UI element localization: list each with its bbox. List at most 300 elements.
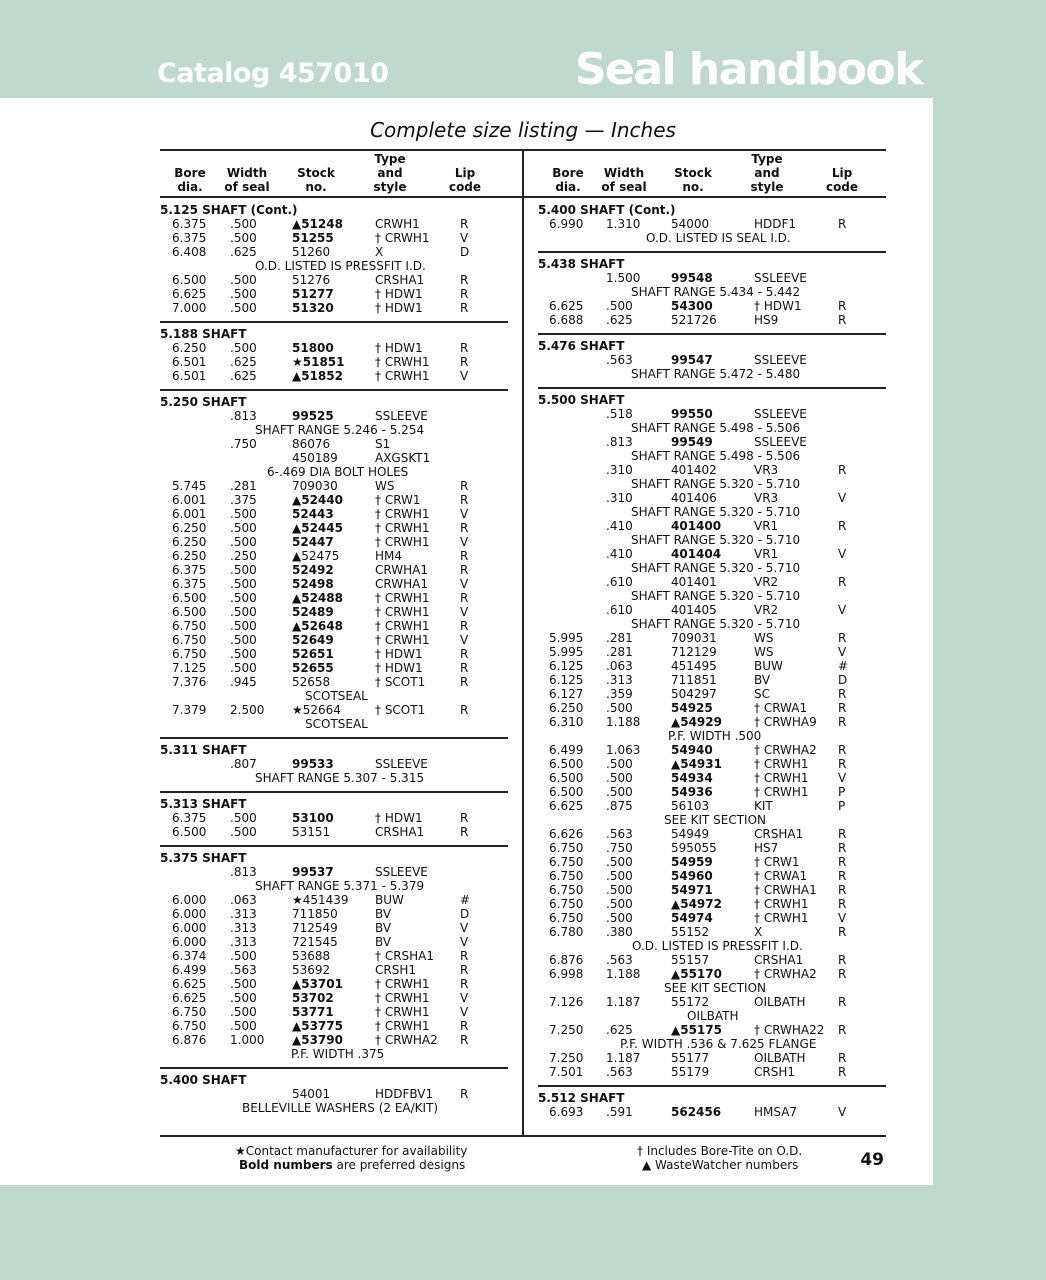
stock-cell: 401404	[671, 547, 722, 561]
table-row	[538, 603, 886, 617]
footnote-star: ★Contact manufacturer for availability	[235, 1144, 468, 1158]
row-note	[538, 939, 886, 953]
width-cell: .500	[606, 785, 633, 799]
table-row	[538, 407, 886, 421]
width-cell: .750	[230, 437, 257, 451]
table-row	[160, 963, 508, 977]
section-divider	[160, 389, 508, 391]
col-stock-header-right: Stock no.	[674, 166, 712, 194]
type-cell: CRSHA1	[375, 825, 425, 839]
table-row	[538, 313, 886, 327]
section-divider	[160, 737, 508, 739]
width-cell: .281	[606, 631, 633, 645]
width-cell: .813	[230, 865, 257, 879]
table-row	[538, 645, 886, 659]
lip-cell: V	[460, 369, 469, 383]
width-cell: .500	[230, 991, 257, 1005]
table-row	[160, 245, 508, 259]
table-row	[160, 479, 508, 493]
note-text: BELLEVILLE WASHERS (2 EA/KIT)	[242, 1101, 439, 1115]
bore-cell: 6.500	[549, 757, 584, 771]
row-note	[160, 771, 508, 785]
stock-cell: 56103	[671, 799, 710, 813]
type-cell: VR1	[754, 519, 779, 533]
width-cell: 1.500	[606, 271, 641, 285]
table-row	[538, 687, 886, 701]
table-row	[160, 301, 508, 315]
stock-cell: 401400	[671, 519, 722, 533]
width-cell: .500	[230, 507, 257, 521]
type-cell: CRSH1	[375, 963, 416, 977]
width-cell: .500	[230, 577, 257, 591]
stock-cell: 54940	[671, 743, 713, 757]
bore-cell: 6.500	[172, 273, 207, 287]
width-cell: .563	[230, 963, 257, 977]
table-row	[160, 633, 508, 647]
type-cell: BV	[754, 673, 771, 687]
table-row	[538, 953, 886, 967]
stock-cell: ★51851	[292, 355, 345, 369]
row-note	[160, 259, 508, 273]
table-row	[160, 231, 508, 245]
note-text: O.D. LISTED IS PRESSFIT I.D.	[632, 939, 803, 953]
width-cell: .813	[230, 409, 257, 423]
bore-cell: 6.750	[549, 911, 584, 925]
bore-cell: 6.625	[549, 799, 584, 813]
section-title: 5.125 SHAFT (Cont.)	[160, 203, 298, 217]
width-cell: .063	[606, 659, 633, 673]
lip-cell: R	[460, 479, 469, 493]
table-row	[160, 451, 508, 465]
section-title: 5.400 SHAFT (Cont.)	[538, 203, 676, 217]
table-row	[538, 785, 886, 799]
width-cell: .563	[606, 353, 633, 367]
type-cell: KIT	[754, 799, 773, 813]
type-cell: X	[375, 245, 384, 259]
type-cell: VR1	[754, 547, 779, 561]
page-title: Complete size listing — Inches	[370, 118, 676, 142]
bore-cell: 6.625	[172, 991, 207, 1005]
lip-cell: #	[460, 893, 471, 907]
stock-cell: 54949	[671, 827, 710, 841]
width-cell: .875	[606, 799, 633, 813]
lip-cell: V	[460, 991, 469, 1005]
table-row	[538, 631, 886, 645]
bore-cell: 6.127	[549, 687, 584, 701]
table-row	[160, 865, 508, 879]
lip-cell: R	[838, 631, 847, 645]
col-lip-header-left: Lip code	[448, 166, 482, 194]
table-row	[160, 977, 508, 991]
bore-cell: 6.375	[172, 231, 207, 245]
type-cell: † CRWHA2	[375, 1033, 438, 1047]
width-cell: .310	[606, 463, 633, 477]
note-text: SHAFT RANGE 5.498 - 5.506	[631, 449, 801, 463]
type-cell: † CRWH1	[754, 757, 809, 771]
type-cell: † CRWH1	[754, 911, 809, 925]
width-cell: .625	[606, 313, 633, 327]
col-width-header-right: Width of seal	[601, 166, 647, 194]
stock-cell: 709030	[292, 479, 338, 493]
table-row	[160, 341, 508, 355]
width-cell: .281	[606, 645, 633, 659]
width-cell: .500	[230, 521, 257, 535]
width-cell: .313	[230, 935, 257, 949]
section-title: 5.512 SHAFT	[538, 1091, 625, 1105]
stock-cell: 711851	[671, 673, 717, 687]
width-cell: .313	[230, 921, 257, 935]
lip-cell: R	[460, 661, 469, 675]
section-title: 5.500 SHAFT	[538, 393, 625, 407]
width-cell: .500	[230, 647, 257, 661]
stock-cell: 51260	[292, 245, 331, 259]
stock-cell: 51277	[292, 287, 334, 301]
row-note	[538, 981, 886, 995]
type-cell: † HDW1	[375, 647, 423, 661]
table-row	[538, 271, 886, 285]
stock-cell: ▲54931	[671, 757, 722, 771]
table-row	[160, 811, 508, 825]
footnote-bold-suffix: are preferred designs	[332, 1158, 466, 1172]
lip-cell: #	[838, 659, 849, 673]
type-cell: SSLEEVE	[754, 271, 807, 285]
stock-cell: ▲52488	[292, 591, 343, 605]
section-title: 5.188 SHAFT	[160, 327, 247, 341]
row-note	[538, 589, 886, 603]
lip-cell: R	[838, 743, 847, 757]
bore-cell: 6.990	[549, 217, 584, 231]
note-text: P.F. WIDTH .536 & 7.625 FLANGE	[620, 1037, 817, 1051]
table-row	[160, 369, 508, 383]
lip-cell: V	[838, 911, 847, 925]
type-cell: HDDF1	[754, 217, 797, 231]
lip-cell: R	[460, 675, 469, 689]
bore-cell: 5.995	[549, 631, 584, 645]
type-cell: † HDW1	[754, 299, 802, 313]
bore-cell: 6.375	[172, 217, 207, 231]
type-cell: † HDW1	[375, 301, 423, 315]
bore-cell: 6.688	[549, 313, 584, 327]
table-row	[538, 217, 886, 231]
note-text: SCOTSEAL	[305, 717, 368, 731]
width-cell: .500	[606, 757, 633, 771]
type-cell: SSLEEVE	[375, 865, 428, 879]
lip-cell: D	[838, 673, 848, 687]
stock-cell: 55172	[671, 995, 710, 1009]
table-row	[160, 549, 508, 563]
stock-cell: 51255	[292, 231, 334, 245]
table-row	[538, 841, 886, 855]
lip-cell: R	[838, 995, 847, 1009]
stock-cell: 709031	[671, 631, 717, 645]
table-row	[160, 1087, 508, 1101]
stock-cell: 401406	[671, 491, 717, 505]
stock-cell: 401401	[671, 575, 717, 589]
row-note	[160, 1101, 508, 1115]
table-row	[160, 273, 508, 287]
header-bar	[0, 0, 1046, 98]
bore-cell: 6.499	[172, 963, 207, 977]
width-cell: .500	[230, 591, 257, 605]
lip-cell: R	[460, 563, 469, 577]
table-row	[160, 409, 508, 423]
type-cell: † CRWH1	[754, 771, 809, 785]
book-title: Seal handbook	[574, 44, 922, 95]
footnote-bold-prefix: Bold numbers	[239, 1158, 333, 1172]
bore-cell: 6.250	[172, 341, 207, 355]
width-cell: .500	[230, 661, 257, 675]
bore-cell: 6.750	[549, 841, 584, 855]
type-cell: † CRWH1	[375, 1019, 430, 1033]
width-cell: .375	[230, 493, 257, 507]
table-row	[160, 605, 508, 619]
width-cell: .500	[230, 811, 257, 825]
stock-cell: 54974	[671, 911, 713, 925]
bore-cell: 6.750	[172, 1019, 207, 1033]
type-cell: † HDW1	[375, 661, 423, 675]
row-note	[538, 421, 886, 435]
width-cell: .500	[230, 217, 257, 231]
stock-cell: ▲52445	[292, 521, 343, 535]
row-note	[538, 617, 886, 631]
bore-cell: 6.000	[172, 907, 207, 921]
lip-cell: R	[460, 287, 469, 301]
type-cell: OILBATH	[754, 995, 806, 1009]
lip-cell: R	[838, 687, 847, 701]
note-text: 6-.469 DIA BOLT HOLES	[267, 465, 409, 479]
stock-cell: 451495	[671, 659, 717, 673]
table-row	[160, 1019, 508, 1033]
width-cell: .500	[230, 633, 257, 647]
lip-cell: R	[460, 591, 469, 605]
table-row	[160, 757, 508, 771]
bore-cell: 6.876	[172, 1033, 207, 1047]
type-cell: † CRWH1	[375, 1005, 430, 1019]
bore-cell: 7.501	[549, 1065, 584, 1079]
stock-cell: ▲55175	[671, 1023, 722, 1037]
width-cell: .563	[606, 953, 633, 967]
stock-cell: 54934	[671, 771, 713, 785]
type-cell: CRWH1	[375, 217, 420, 231]
width-cell: .500	[230, 619, 257, 633]
bore-cell: 6.000	[172, 921, 207, 935]
type-cell: † CRWH1	[375, 355, 430, 369]
bore-cell: 6.001	[172, 493, 207, 507]
note-text: SHAFT RANGE 5.307 - 5.315	[255, 771, 425, 785]
stock-cell: ▲53701	[292, 977, 343, 991]
table-row	[160, 591, 508, 605]
bore-cell: 6.501	[172, 355, 207, 369]
table-row	[538, 1023, 886, 1037]
shaft-section	[538, 1091, 886, 1119]
shaft-section	[160, 327, 508, 383]
lip-cell: V	[460, 231, 469, 245]
row-note	[538, 367, 886, 381]
lip-cell: P	[838, 799, 846, 813]
section-title: 5.476 SHAFT	[538, 339, 625, 353]
type-cell: CRWHA1	[375, 577, 428, 591]
row-note	[538, 285, 886, 299]
lip-cell: V	[838, 1105, 847, 1119]
note-text: SCOTSEAL	[305, 689, 368, 703]
type-cell: BV	[375, 935, 392, 949]
width-cell: .500	[230, 825, 257, 839]
stock-cell: 712129	[671, 645, 717, 659]
stock-cell: ▲55170	[671, 967, 722, 981]
note-text: O.D. LISTED IS PRESSFIT I.D.	[255, 259, 426, 273]
lip-cell: P	[838, 785, 846, 799]
bore-cell: 6.750	[172, 619, 207, 633]
stock-cell: 55157	[671, 953, 710, 967]
type-cell: † CRWH1	[375, 535, 430, 549]
table-row	[538, 547, 886, 561]
lip-cell: D	[460, 907, 470, 921]
right-listing-column	[538, 203, 886, 1119]
width-cell: .563	[606, 1065, 633, 1079]
note-text: P.F. WIDTH .375	[291, 1047, 385, 1061]
table-row	[160, 825, 508, 839]
stock-cell: ★451439	[292, 893, 349, 907]
width-cell: .281	[230, 479, 257, 493]
stock-cell: 99548	[671, 271, 713, 285]
bore-cell: 6.998	[549, 967, 584, 981]
type-cell: † CRWH1	[375, 231, 430, 245]
stock-cell: 99549	[671, 435, 713, 449]
lip-cell: R	[460, 341, 469, 355]
type-cell: X	[754, 925, 763, 939]
bore-cell: 6.780	[549, 925, 584, 939]
type-cell: † CRWH1	[754, 897, 809, 911]
width-cell: .500	[230, 287, 257, 301]
table-row	[538, 995, 886, 1009]
stock-cell: ▲54929	[671, 715, 722, 729]
section-divider	[538, 333, 886, 335]
lip-cell: R	[460, 493, 469, 507]
type-cell: † CRWH1	[375, 507, 430, 521]
table-row	[538, 883, 886, 897]
lip-cell: R	[838, 827, 847, 841]
lip-cell: V	[460, 1005, 469, 1019]
stock-cell: 54001	[292, 1087, 331, 1101]
type-cell: VR2	[754, 575, 779, 589]
bore-cell: 6.125	[549, 659, 584, 673]
width-cell: .500	[230, 341, 257, 355]
lip-cell: R	[460, 1087, 469, 1101]
lip-cell: R	[838, 313, 847, 327]
width-cell: 1.188	[606, 967, 641, 981]
table-row	[538, 827, 886, 841]
stock-cell: 99550	[671, 407, 713, 421]
type-cell: BUW	[375, 893, 404, 907]
bore-cell: 6.125	[549, 673, 584, 687]
type-cell: SC	[754, 687, 770, 701]
table-row	[160, 893, 508, 907]
shaft-section	[160, 1073, 508, 1115]
type-cell: BUW	[754, 659, 783, 673]
lip-cell: R	[460, 521, 469, 535]
bore-cell: 7.379	[172, 703, 207, 717]
section-title: 5.250 SHAFT	[160, 395, 247, 409]
lip-cell: R	[460, 825, 469, 839]
type-cell: S1	[375, 437, 391, 451]
width-cell: .807	[230, 757, 257, 771]
note-text: SHAFT RANGE 5.320 - 5.710	[631, 561, 801, 575]
table-row	[160, 287, 508, 301]
type-cell: CRSH1	[754, 1065, 795, 1079]
note-text: SHAFT RANGE 5.434 - 5.442	[631, 285, 801, 299]
lip-cell: R	[838, 1023, 847, 1037]
bore-cell: 6.001	[172, 507, 207, 521]
type-cell: † CRWH1	[375, 633, 430, 647]
stock-cell: 52498	[292, 577, 334, 591]
bore-cell: 6.750	[172, 1005, 207, 1019]
width-cell: .250	[230, 549, 257, 563]
type-cell: † CRWH1	[375, 991, 430, 1005]
shaft-section	[538, 339, 886, 381]
lip-cell: R	[460, 647, 469, 661]
width-cell: .500	[230, 563, 257, 577]
stock-cell: 54300	[671, 299, 713, 313]
table-row	[160, 647, 508, 661]
stock-cell: ▲54972	[671, 897, 722, 911]
type-cell: † CRWH1	[375, 605, 430, 619]
stock-cell: ▲52648	[292, 619, 343, 633]
type-cell: † CRWHA22	[754, 1023, 825, 1037]
lip-cell: R	[838, 855, 847, 869]
table-row	[160, 437, 508, 451]
footnote-bold	[239, 1158, 465, 1172]
width-cell: .063	[230, 893, 257, 907]
width-cell: .500	[230, 231, 257, 245]
stock-cell: 711850	[292, 907, 338, 921]
type-cell: HS9	[754, 313, 779, 327]
col-bore-header-left: Bore dia.	[174, 166, 206, 194]
shaft-section	[538, 393, 886, 1079]
type-cell: † CRWH1	[375, 369, 430, 383]
lip-cell: V	[838, 547, 847, 561]
width-cell: .500	[230, 977, 257, 991]
table-row	[538, 855, 886, 869]
note-text: P.F. WIDTH .500	[668, 729, 762, 743]
bore-cell: 6.693	[549, 1105, 584, 1119]
col-type-header-right: Type and style	[750, 152, 784, 194]
lip-cell: R	[460, 619, 469, 633]
row-note	[538, 477, 886, 491]
width-cell: .313	[606, 673, 633, 687]
type-cell: SSLEEVE	[754, 435, 807, 449]
lip-cell: R	[838, 897, 847, 911]
table-row	[160, 991, 508, 1005]
table-row	[160, 1033, 508, 1047]
lip-cell: V	[460, 535, 469, 549]
table-row	[538, 701, 886, 715]
bore-cell: 6.250	[172, 535, 207, 549]
bore-cell: 6.500	[549, 771, 584, 785]
width-cell: .518	[606, 407, 633, 421]
table-row	[538, 799, 886, 813]
shaft-section	[538, 257, 886, 327]
lip-cell: R	[838, 463, 847, 477]
table-row	[160, 907, 508, 921]
width-cell: .500	[230, 605, 257, 619]
bore-cell: 6.375	[172, 811, 207, 825]
table-row	[538, 771, 886, 785]
type-cell: † CRW1	[754, 855, 800, 869]
lip-cell: V	[460, 921, 469, 935]
width-cell: .750	[606, 841, 633, 855]
stock-cell: 54971	[671, 883, 713, 897]
lip-cell: R	[838, 299, 847, 313]
